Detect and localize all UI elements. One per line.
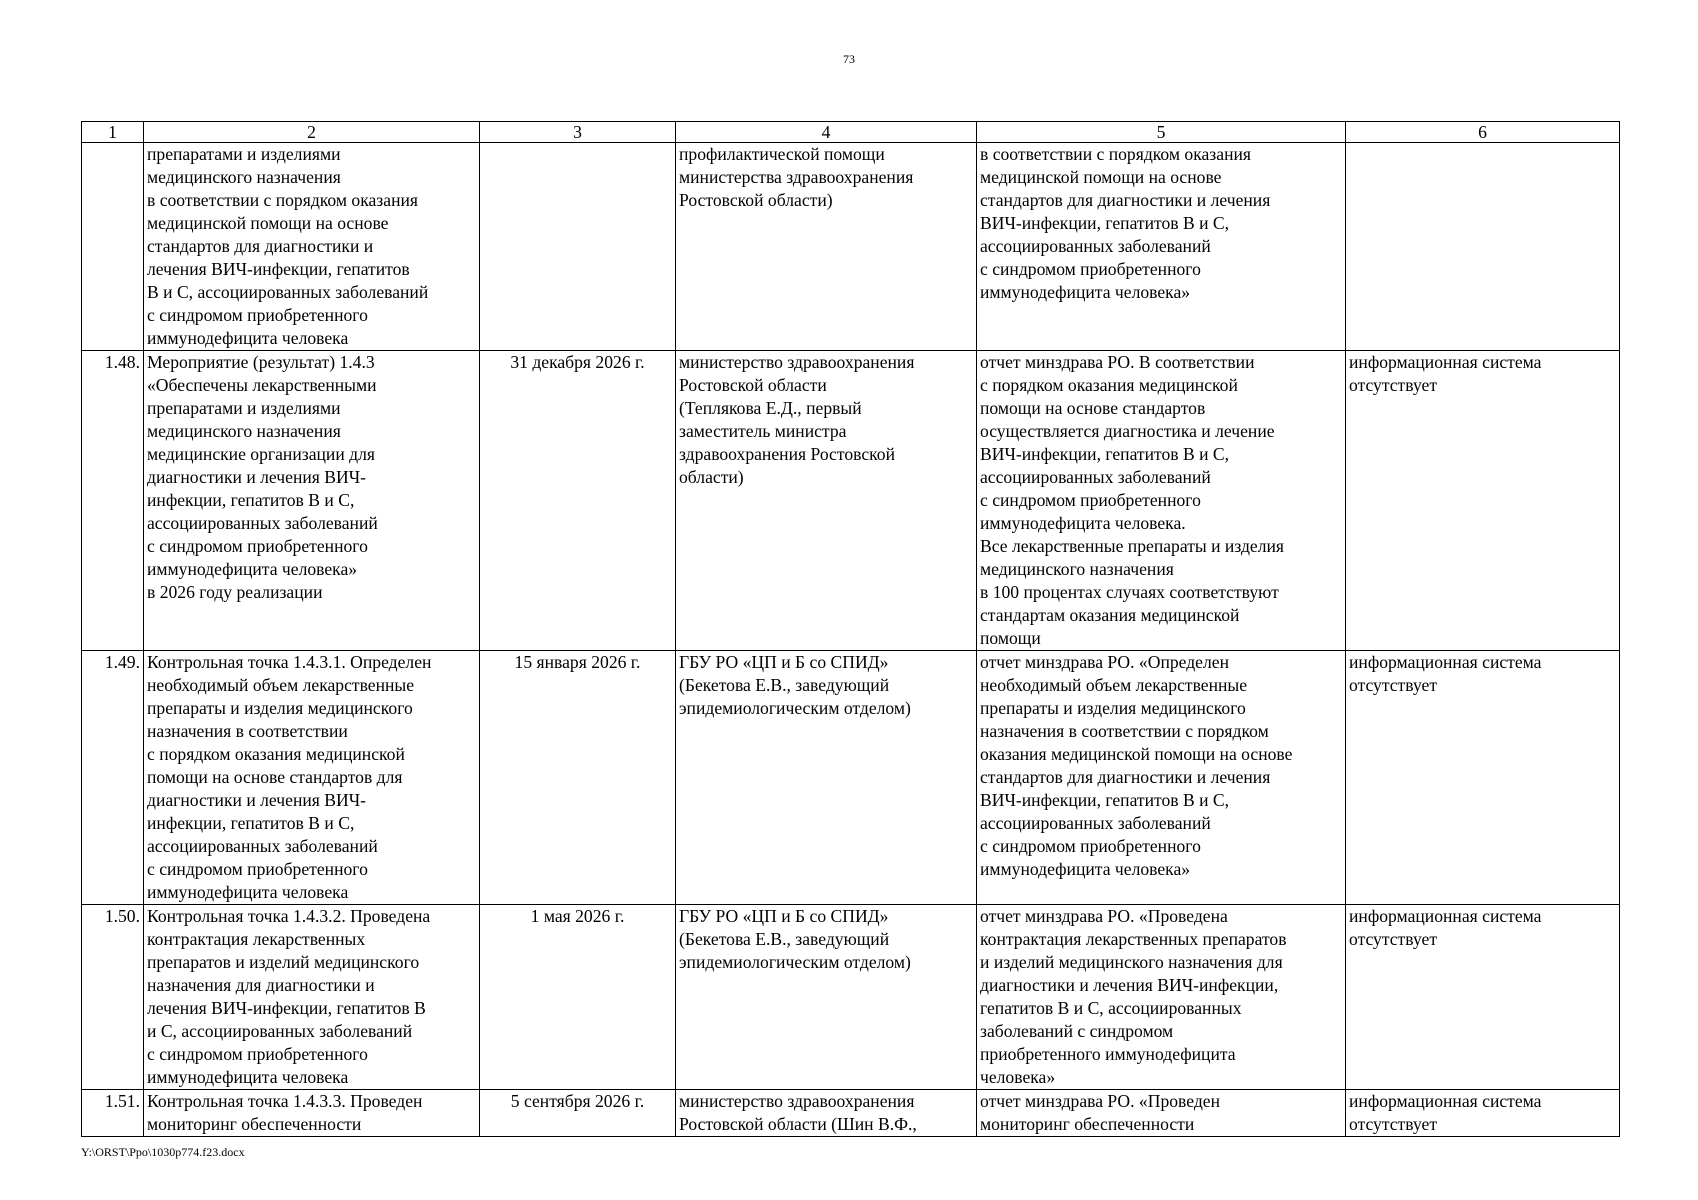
cell-col2 [144, 1090, 480, 1137]
table-row [82, 905, 1620, 1090]
cell-text-line: медицинские организации для [147, 444, 375, 464]
header-col-2: 2 [144, 122, 480, 143]
cell-text-line: ВИЧ-инфекции, гепатитов В и С, [980, 790, 1230, 810]
cell-col6 [1346, 651, 1620, 905]
cell-text-line: Все лекарственные препараты и изделия [980, 536, 1285, 556]
table-row [82, 651, 1620, 905]
cell-text-line: помощи на основе стандартов [980, 398, 1206, 418]
cell-text-line: и изделий медицинского назначения для [980, 952, 1283, 972]
cell-text-line: информационная система [1349, 1091, 1542, 1111]
cell-col2 [144, 651, 480, 905]
cell-text-line: стандартов для диагностики и лечения [980, 767, 1271, 787]
cell-text-line: Ростовской области (Шин В.Ф., [679, 1114, 917, 1134]
cell-col5 [977, 351, 1346, 651]
table-row [82, 143, 1620, 351]
cell-text-line: лечения ВИЧ-инфекции, гепатитов [147, 259, 410, 279]
cell-text-line: Контрольная точка 1.4.3.1. Определен [147, 652, 432, 672]
cell-text-line: информационная система [1349, 906, 1542, 926]
table-header-row [82, 122, 1620, 143]
cell-text-line: 15 января 2026 г. [514, 652, 641, 672]
cell-col4 [676, 351, 977, 651]
cell-text-line: мониторинг обеспеченности [980, 1114, 1195, 1134]
cell-text-line: области) [679, 467, 744, 487]
row-number: 1.48. [82, 351, 144, 651]
cell-text-line: иммунодефицита человека» [980, 282, 1191, 302]
cell-text-line: в соответствии с порядком оказания [147, 190, 418, 210]
cell-text-line: ГБУ РО «ЦП и Б со СПИД» [679, 906, 889, 926]
cell-text-line: отсутствует [1349, 375, 1438, 395]
cell-text-line: информационная система [1349, 652, 1542, 672]
cell-text-line: необходимый объем лекарственные [980, 675, 1248, 695]
cell-text-line: препаратами и изделиями [147, 398, 341, 418]
cell-text-line: Ростовской области [679, 375, 827, 395]
cell-text-line: контрактация лекарственных [147, 929, 366, 949]
cell-col4 [676, 651, 977, 905]
cell-text-line: гепатитов В и С, ассоциированных [980, 998, 1242, 1018]
cell-col2 [144, 351, 480, 651]
cell-text-line: с синдромом приобретенного [147, 536, 368, 556]
cell-text-line: ассоциированных заболеваний [980, 236, 1211, 256]
cell-text-line: «Обеспечены лекарственными [147, 375, 377, 395]
cell-text-line: медицинской помощи на основе [147, 213, 389, 233]
cell-col3 [480, 905, 676, 1090]
header-col-1: 1 [82, 122, 144, 143]
cell-text-line: министерство здравоохранения [679, 1091, 915, 1111]
cell-col6 [1346, 1090, 1620, 1137]
cell-text-line: с синдромом приобретенного [147, 1044, 368, 1064]
row-number: 1.49. [82, 651, 144, 905]
cell-col6 [1346, 351, 1620, 651]
cell-text-line: (Бекетова Е.В., заведующий [679, 675, 890, 695]
cell-text-line: назначения в соответствии с порядком [980, 721, 1269, 741]
cell-text-line: в соответствии с порядком оказания [980, 144, 1251, 164]
cell-text-line: эпидемиологическим отделом) [679, 698, 911, 718]
cell-text-line: иммунодефицита человека» [980, 859, 1191, 879]
cell-text-line: информационная система [1349, 352, 1542, 372]
cell-text-line: медицинского назначения [147, 167, 341, 187]
cell-text-line: препараты и изделия медицинского [980, 698, 1246, 718]
cell-text-line: 31 декабря 2026 г. [510, 352, 645, 372]
table-body [82, 143, 1620, 1137]
cell-text-line: отчет минздрава РО. «Проведена [980, 906, 1228, 926]
cell-text-line: с синдромом приобретенного [147, 859, 368, 879]
cell-text-line: заместитель министра [679, 421, 847, 441]
cell-text-line: контрактация лекарственных препаратов [980, 929, 1287, 949]
document-table [81, 121, 1620, 1137]
cell-text-line: ассоциированных заболеваний [147, 513, 378, 533]
cell-text-line: диагностики и лечения ВИЧ-инфекции, [980, 975, 1279, 995]
cell-text-line: ГБУ РО «ЦП и Б со СПИД» [679, 652, 889, 672]
cell-text-line: оказания медицинской помощи на основе [980, 744, 1293, 764]
cell-text-line: препаратов и изделий медицинского [147, 952, 420, 972]
cell-text-line: 1 мая 2026 г. [530, 906, 625, 926]
cell-col5 [977, 651, 1346, 905]
cell-text-line: стандартам оказания медицинской [980, 605, 1240, 625]
cell-col3 [480, 651, 676, 905]
cell-text-line: стандартов для диагностики и [147, 236, 374, 256]
cell-text-line: Мероприятие (результат) 1.4.3 [147, 352, 375, 372]
cell-text-line: иммунодефицита человека» [147, 559, 358, 579]
cell-text-line: Контрольная точка 1.4.3.3. Проведен [147, 1091, 423, 1111]
cell-text-line: с синдромом приобретенного [980, 836, 1201, 856]
header-col-5: 5 [977, 122, 1346, 143]
cell-text-line: приобретенного иммунодефицита [980, 1044, 1236, 1064]
cell-text-line: с синдромом приобретенного [980, 259, 1201, 279]
cell-text-line: ассоциированных заболеваний [147, 836, 378, 856]
header-col-3: 3 [480, 122, 676, 143]
cell-text-line: назначения в соответствии [147, 721, 348, 741]
cell-col2 [144, 905, 480, 1090]
cell-text-line: диагностики и лечения ВИЧ- [147, 790, 366, 810]
cell-col4 [676, 905, 977, 1090]
header-col-4: 4 [676, 122, 977, 143]
cell-text-line: 5 сентября 2026 г. [510, 1091, 645, 1111]
cell-text-line: ВИЧ-инфекции, гепатитов В и С, [980, 213, 1230, 233]
cell-text-line: диагностики и лечения ВИЧ- [147, 467, 366, 487]
cell-text-line: заболеваний с синдромом [980, 1021, 1174, 1041]
cell-text-line: лечения ВИЧ-инфекции, гепатитов В [147, 998, 426, 1018]
cell-text-line: назначения для диагностики и [147, 975, 375, 995]
cell-col5 [977, 143, 1346, 351]
cell-col4 [676, 1090, 977, 1137]
cell-col3 [480, 1090, 676, 1137]
cell-text-line: человека» [980, 1067, 1056, 1087]
cell-col3 [480, 143, 676, 351]
cell-text-line: здравоохранения Ростовской [679, 444, 896, 464]
cell-text-line: отчет минздрава РО. В соответствии [980, 352, 1255, 372]
cell-text-line: препаратами и изделиями [147, 144, 341, 164]
cell-text-line: министерство здравоохранения [679, 352, 915, 372]
cell-text-line: Контрольная точка 1.4.3.2. Проведена [147, 906, 431, 926]
cell-col6 [1346, 143, 1620, 351]
cell-text-line: отсутствует [1349, 929, 1438, 949]
cell-text-line: осуществляется диагностика и лечение [980, 421, 1275, 441]
cell-text-line: отчет минздрава РО. «Проведен [980, 1091, 1220, 1111]
cell-text-line: ассоциированных заболеваний [980, 467, 1211, 487]
cell-text-line: стандартов для диагностики и лечения [980, 190, 1271, 210]
cell-text-line: иммунодефицита человека. [980, 513, 1186, 533]
cell-text-line: отсутствует [1349, 675, 1438, 695]
cell-text-line: медицинской помощи на основе [980, 167, 1222, 187]
row-number: 1.50. [82, 905, 144, 1090]
cell-col5 [977, 1090, 1346, 1137]
cell-text-line: В и С, ассоциированных заболеваний [147, 282, 429, 302]
cell-text-line: с синдромом приобретенного [147, 305, 368, 325]
cell-text-line: в 2026 году реализации [147, 582, 323, 602]
cell-text-line: иммунодефицита человека [147, 1067, 349, 1087]
cell-text-line: медицинского назначения [147, 421, 341, 441]
cell-text-line: (Теплякова Е.Д., первый [679, 398, 862, 418]
table-row [82, 1090, 1620, 1137]
cell-text-line: отсутствует [1349, 1114, 1438, 1134]
cell-col3 [480, 351, 676, 651]
cell-col5 [977, 905, 1346, 1090]
cell-text-line: отчет минздрава РО. «Определен [980, 652, 1229, 672]
cell-text-line: ассоциированных заболеваний [980, 813, 1211, 833]
cell-text-line: помощи [980, 628, 1041, 648]
cell-col6 [1346, 905, 1620, 1090]
table-row [82, 351, 1620, 651]
cell-text-line: Ростовской области) [679, 190, 833, 210]
cell-text-line: необходимый объем лекарственные [147, 675, 415, 695]
footer-file-path: Y:\ORST\Ppo\1030p774.f23.docx [81, 1145, 245, 1159]
page-number: 73 [843, 52, 855, 66]
cell-text-line: иммунодефицита человека [147, 328, 349, 348]
row-number: 1.51. [82, 1090, 144, 1137]
cell-text-line: с порядком оказания медицинской [980, 375, 1238, 395]
cell-col2 [144, 143, 480, 351]
cell-text-line: с синдромом приобретенного [980, 490, 1201, 510]
cell-text-line: (Бекетова Е.В., заведующий [679, 929, 890, 949]
cell-text-line: в 100 процентах случаях соответствуют [980, 582, 1279, 602]
cell-text-line: министерства здравоохранения [679, 167, 914, 187]
cell-text-line: с порядком оказания медицинской [147, 744, 405, 764]
cell-text-line: иммунодефицита человека [147, 882, 349, 902]
cell-text-line: медицинского назначения [980, 559, 1174, 579]
cell-text-line: мониторинг обеспеченности [147, 1114, 362, 1134]
cell-text-line: инфекции, гепатитов В и С, [147, 813, 355, 833]
row-number [82, 143, 144, 351]
cell-text-line: инфекции, гепатитов В и С, [147, 490, 355, 510]
cell-text-line: помощи на основе стандартов для [147, 767, 403, 787]
header-col-6: 6 [1346, 122, 1620, 143]
cell-col4 [676, 143, 977, 351]
cell-text-line: эпидемиологическим отделом) [679, 952, 911, 972]
cell-text-line: ВИЧ-инфекции, гепатитов В и С, [980, 444, 1230, 464]
cell-text-line: препараты и изделия медицинского [147, 698, 413, 718]
cell-text-line: и С, ассоциированных заболеваний [147, 1021, 413, 1041]
cell-text-line: профилактической помощи [679, 144, 885, 164]
